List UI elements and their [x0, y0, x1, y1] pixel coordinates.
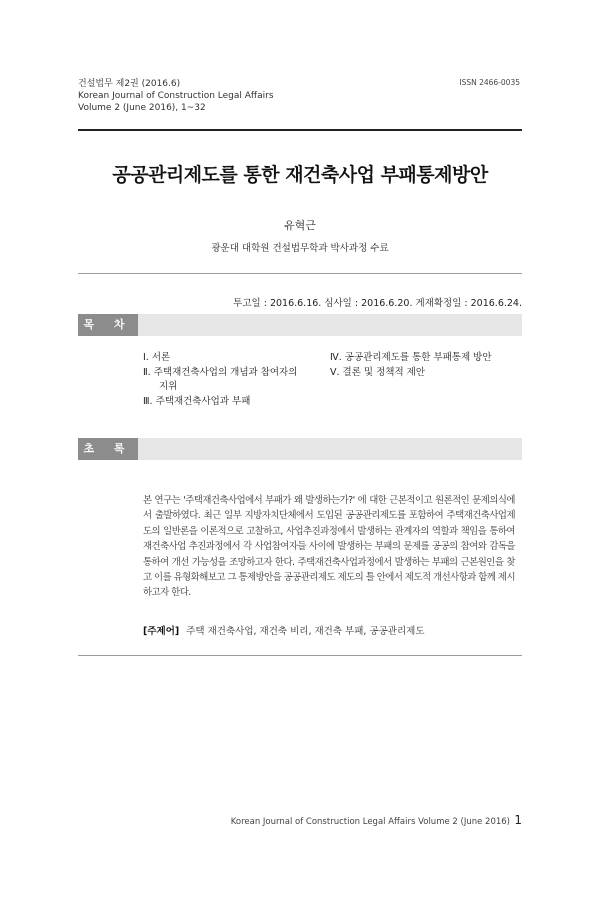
toc-item: Ⅰ. 서론 [143, 352, 171, 363]
keywords-label: [주제어] [143, 626, 180, 637]
toc-column-1 [143, 351, 297, 409]
abstract-label: 초 록 [78, 438, 138, 460]
journal-name-english: Korean Journal of Construction Legal Affairs [78, 91, 274, 101]
abstract-header-bar [78, 438, 522, 460]
author-name: 유혁근 [284, 219, 316, 232]
journal-name-korean: 건설법무 제2권 (2016.6) [78, 79, 181, 89]
toc-header-bar [78, 314, 522, 336]
header-rule [78, 129, 522, 131]
divider [78, 273, 522, 274]
toc-item: Ⅳ. 공공관리제도를 통한 부패통제 방안 [330, 352, 492, 363]
divider [78, 655, 522, 656]
toc-item: Ⅱ. 주택재건축사업의 개념과 참여자의 [143, 366, 298, 378]
author-affiliation: 광운대 대학원 건설법무학과 박사과정 수료 [211, 243, 389, 254]
toc-item: Ⅲ. 주택재건축사업과 부패 [143, 395, 251, 407]
keywords [143, 623, 425, 637]
article-title: 공공관리제도를 통한 재건축사업 부패통제방안 [112, 164, 488, 186]
footer-journal: Korean Journal of Construction Legal Affairs Volume 2 (June 2016) [230, 817, 510, 827]
toc-label: 목 차 [78, 314, 138, 336]
journal-info [78, 78, 274, 114]
issn: ISSN 2466-0035 [459, 78, 520, 87]
page-number: 1 [514, 813, 522, 827]
journal-volume: Volume 2 (June 2016), 1~32 [78, 103, 206, 113]
submission-dates: 투고일 : 2016.6.16. 심사일 : 2016.6.20. 게재확정일 : 2016.6.24. [233, 298, 522, 309]
keywords-list: 주택 재건축사업, 재건축 비리, 재건축 부패, 공공관리제도 [186, 626, 425, 637]
toc-column-2 [330, 351, 492, 380]
toc-item-continuation: 지위 [159, 381, 178, 392]
abstract-text: 본 연구는 '주택재건축사업에서 부패가 왜 발생하는가?' 에 대한 근본적이고 원론적인 문제의식에서 출발하였다. 최근 일부 지방자치단체에서 도입된 공공관리제도를 포함하여 주택재건축사업제도의 일반론을 이론적으로 고찰하고, 사업추진과정에서 발생하는 관계자의 역할과 책임을 통하여 재건축사업 추진과정에서 각 사업참여자들 사이에 발생하는 부패의 문제를 공공의 참여와 감독을 통하여 개선 가능성을 조망하고자 한다. 주택재건축사업과정에서 발생하는 부패의 근본원인을 찾고 이를 유형화해보고 그 통제방안을 공공관리제도 제도의 틀 안에서 제도적 개선사항과 함께 제시하고자 한다. [143, 495, 516, 599]
toc-item: Ⅴ. 결론 및 정책적 제안 [330, 366, 426, 378]
